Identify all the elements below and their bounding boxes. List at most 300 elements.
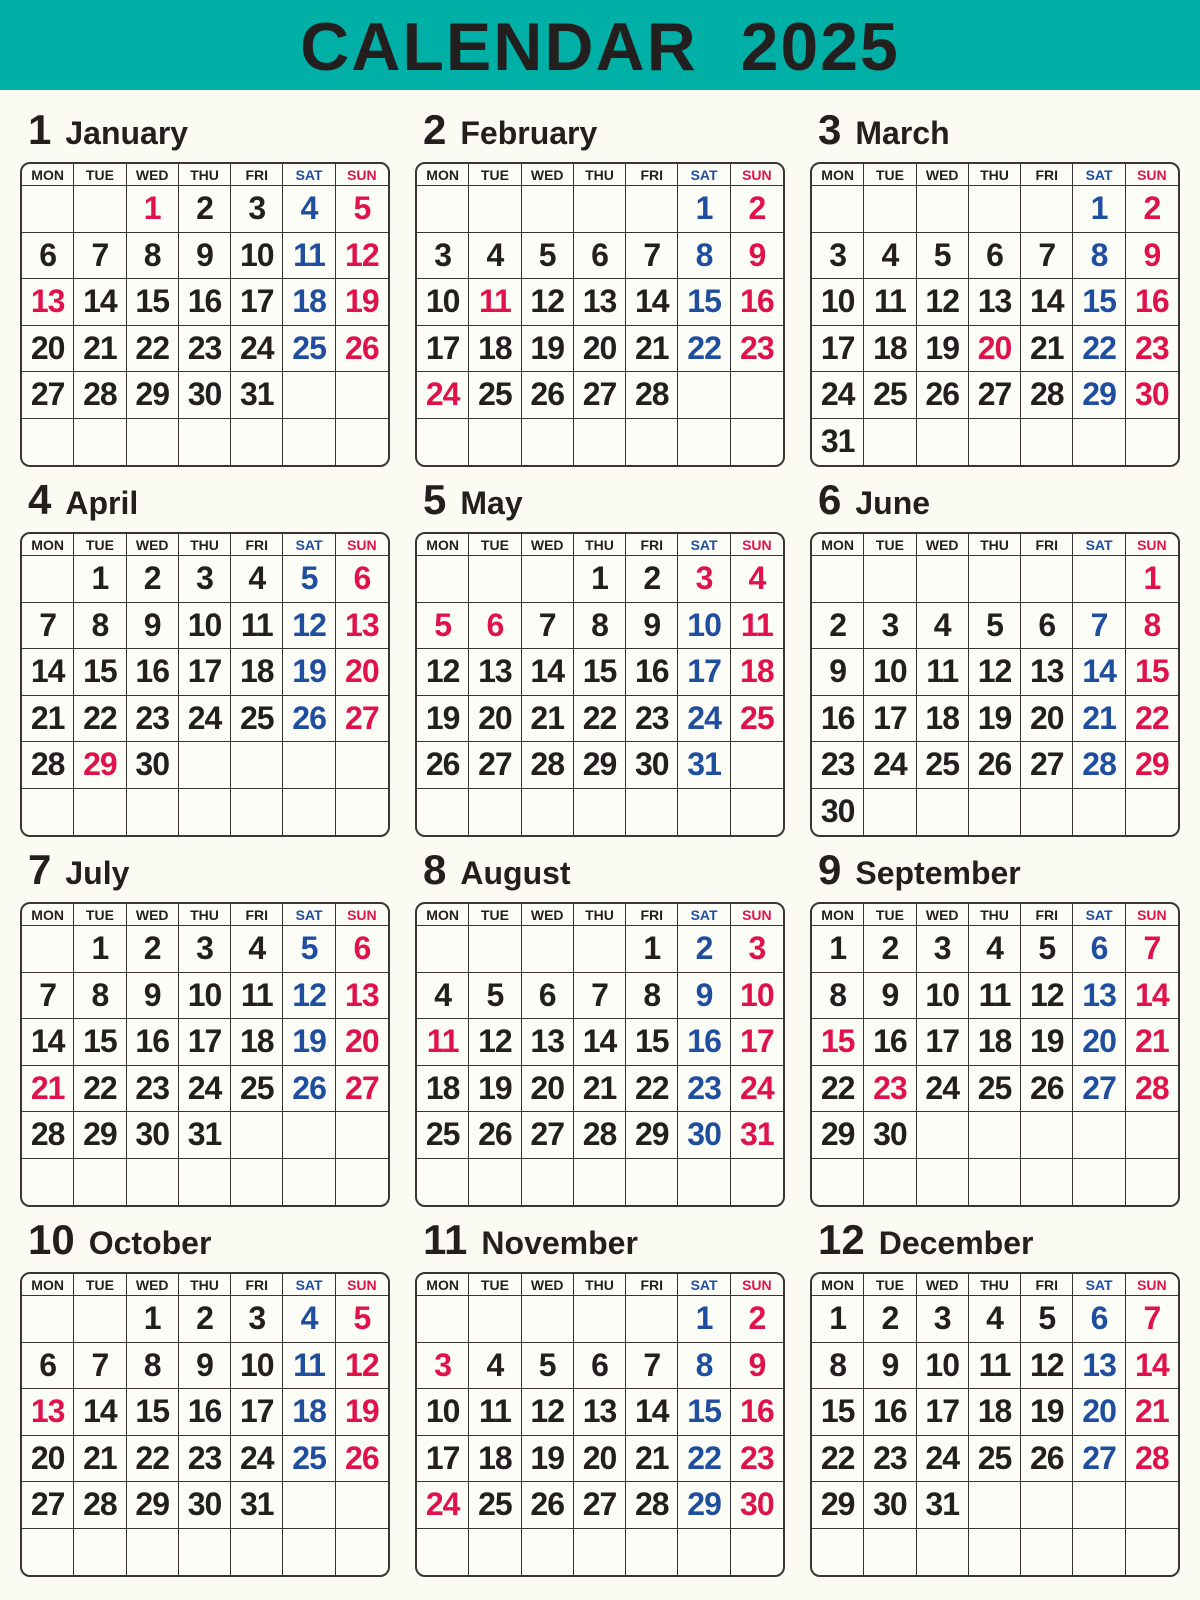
day-cell: 11 <box>283 233 335 280</box>
day-cell: 15 <box>74 649 126 696</box>
day-cell: 29 <box>678 1482 730 1529</box>
weekday-header-sun: SUN <box>1126 534 1178 556</box>
empty-cell <box>469 926 521 973</box>
weekday-header-mon: MON <box>417 164 469 186</box>
empty-cell <box>522 789 574 836</box>
weekday-header-sat: SAT <box>678 164 730 186</box>
day-cell: 3 <box>864 603 916 650</box>
day-cell: 23 <box>127 1066 179 1113</box>
day-cell: 30 <box>127 742 179 789</box>
day-cell: 11 <box>917 649 969 696</box>
day-cell: 13 <box>969 279 1021 326</box>
day-cell: 30 <box>179 1482 231 1529</box>
empty-cell <box>1073 1529 1125 1576</box>
day-cell: 21 <box>1021 326 1073 373</box>
empty-cell <box>417 186 469 233</box>
weekday-header-tue: TUE <box>469 534 521 556</box>
day-cell: 27 <box>336 1066 388 1113</box>
weekday-header-sat: SAT <box>283 534 335 556</box>
day-cell: 1 <box>127 186 179 233</box>
day-cell: 7 <box>1073 603 1125 650</box>
day-cell: 8 <box>74 603 126 650</box>
day-cell: 22 <box>127 1436 179 1483</box>
empty-cell <box>522 186 574 233</box>
day-cell: 27 <box>1073 1066 1125 1113</box>
day-cell: 30 <box>179 372 231 419</box>
day-cell: 14 <box>522 649 574 696</box>
empty-cell <box>469 186 521 233</box>
day-cell: 2 <box>731 1296 783 1343</box>
calendar-title: CALENDAR 2025 <box>300 9 900 85</box>
day-cell: 21 <box>522 696 574 743</box>
day-cell: 10 <box>417 279 469 326</box>
empty-cell <box>1021 1482 1073 1529</box>
month-grid <box>415 162 785 467</box>
month-grid <box>810 1272 1180 1577</box>
day-cell: 27 <box>469 742 521 789</box>
empty-cell <box>336 1112 388 1159</box>
empty-cell <box>574 1529 626 1576</box>
month-header <box>423 106 597 154</box>
day-cell: 6 <box>336 556 388 603</box>
day-cell: 5 <box>522 233 574 280</box>
day-cell: 12 <box>469 1019 521 1066</box>
empty-cell <box>864 1529 916 1576</box>
day-cell: 15 <box>678 279 730 326</box>
empty-cell <box>969 186 1021 233</box>
weekday-header-mon: MON <box>812 164 864 186</box>
day-cell: 12 <box>283 603 335 650</box>
day-cell: 30 <box>1126 372 1178 419</box>
weekday-header-mon: MON <box>812 1274 864 1296</box>
day-cell: 9 <box>127 973 179 1020</box>
empty-cell <box>731 742 783 789</box>
day-cell: 29 <box>812 1482 864 1529</box>
day-cell: 10 <box>231 233 283 280</box>
day-cell: 14 <box>22 649 74 696</box>
day-cell: 16 <box>864 1019 916 1066</box>
empty-cell <box>22 1159 74 1206</box>
empty-cell <box>74 1296 126 1343</box>
day-cell: 21 <box>74 326 126 373</box>
day-cell: 26 <box>522 372 574 419</box>
month-number: 3 <box>818 106 842 153</box>
day-cell: 20 <box>574 1436 626 1483</box>
weekday-header-sun: SUN <box>731 904 783 926</box>
day-cell: 4 <box>917 603 969 650</box>
weekday-header-tue: TUE <box>469 164 521 186</box>
day-cell: 8 <box>678 1343 730 1390</box>
empty-cell <box>231 419 283 466</box>
day-cell: 31 <box>231 372 283 419</box>
day-cell: 30 <box>626 742 678 789</box>
empty-cell <box>864 789 916 836</box>
day-cell: 9 <box>731 233 783 280</box>
day-cell: 6 <box>574 1343 626 1390</box>
month-february <box>415 100 787 458</box>
day-cell: 25 <box>283 1436 335 1483</box>
day-cell: 6 <box>1073 926 1125 973</box>
empty-cell <box>1021 1112 1073 1159</box>
empty-cell <box>731 789 783 836</box>
empty-cell <box>469 556 521 603</box>
empty-cell <box>969 1482 1021 1529</box>
empty-cell <box>1073 789 1125 836</box>
month-may <box>415 470 787 828</box>
day-cell: 12 <box>522 279 574 326</box>
day-cell: 14 <box>1073 649 1125 696</box>
day-cell: 27 <box>336 696 388 743</box>
empty-cell <box>417 1296 469 1343</box>
day-cell: 5 <box>969 603 1021 650</box>
day-cell: 2 <box>626 556 678 603</box>
month-december <box>810 1210 1182 1568</box>
day-cell: 23 <box>1126 326 1178 373</box>
day-cell: 11 <box>969 973 1021 1020</box>
day-cell: 28 <box>22 742 74 789</box>
empty-cell <box>74 186 126 233</box>
weekday-header-tue: TUE <box>469 904 521 926</box>
weekday-header-fri: FRI <box>1021 164 1073 186</box>
weekday-header-sat: SAT <box>678 904 730 926</box>
day-cell: 21 <box>626 326 678 373</box>
empty-cell <box>1021 556 1073 603</box>
day-cell: 12 <box>522 1389 574 1436</box>
month-grid <box>415 902 785 1207</box>
day-cell: 14 <box>1126 1343 1178 1390</box>
weekday-header-mon: MON <box>417 1274 469 1296</box>
day-cell: 3 <box>417 233 469 280</box>
day-cell: 24 <box>731 1066 783 1113</box>
month-name: January <box>65 115 189 151</box>
weekday-header-sat: SAT <box>283 1274 335 1296</box>
day-cell: 22 <box>574 696 626 743</box>
empty-cell <box>969 419 1021 466</box>
day-cell: 2 <box>678 926 730 973</box>
day-cell: 23 <box>179 326 231 373</box>
day-cell: 23 <box>864 1066 916 1113</box>
empty-cell <box>731 1159 783 1206</box>
weekday-header-wed: WED <box>917 534 969 556</box>
day-cell: 7 <box>22 973 74 1020</box>
day-cell: 25 <box>469 372 521 419</box>
weekday-header-mon: MON <box>812 534 864 556</box>
day-cell: 24 <box>812 372 864 419</box>
day-cell: 8 <box>1126 603 1178 650</box>
day-cell: 26 <box>469 1112 521 1159</box>
day-cell: 22 <box>74 1066 126 1113</box>
day-cell: 29 <box>127 372 179 419</box>
day-cell: 28 <box>626 1482 678 1529</box>
day-cell: 1 <box>812 926 864 973</box>
day-cell: 4 <box>469 233 521 280</box>
weekday-header-sun: SUN <box>731 1274 783 1296</box>
weekday-header-wed: WED <box>917 164 969 186</box>
day-cell: 1 <box>1126 556 1178 603</box>
weekday-header-mon: MON <box>22 904 74 926</box>
weekday-header-tue: TUE <box>74 164 126 186</box>
empty-cell <box>74 419 126 466</box>
weekday-header-tue: TUE <box>469 1274 521 1296</box>
month-name: May <box>460 485 523 521</box>
day-cell: 20 <box>1021 696 1073 743</box>
month-header <box>28 106 188 154</box>
empty-cell <box>574 186 626 233</box>
month-name: December <box>878 1225 1034 1261</box>
day-cell: 10 <box>864 649 916 696</box>
day-cell: 28 <box>522 742 574 789</box>
day-cell: 12 <box>969 649 1021 696</box>
day-cell: 9 <box>678 973 730 1020</box>
day-cell: 23 <box>678 1066 730 1113</box>
day-cell: 29 <box>74 742 126 789</box>
weekday-header-fri: FRI <box>231 1274 283 1296</box>
empty-cell <box>127 789 179 836</box>
empty-cell <box>283 1159 335 1206</box>
weekday-header-fri: FRI <box>1021 904 1073 926</box>
month-number: 9 <box>818 846 842 893</box>
day-cell: 30 <box>678 1112 730 1159</box>
day-cell: 14 <box>22 1019 74 1066</box>
day-cell: 4 <box>283 186 335 233</box>
day-cell: 3 <box>731 926 783 973</box>
day-cell: 13 <box>1073 973 1125 1020</box>
day-cell: 15 <box>626 1019 678 1066</box>
empty-cell <box>864 556 916 603</box>
day-cell: 22 <box>678 1436 730 1483</box>
day-cell: 16 <box>1126 279 1178 326</box>
day-cell: 15 <box>127 1389 179 1436</box>
day-cell: 5 <box>283 556 335 603</box>
day-cell: 26 <box>283 1066 335 1113</box>
day-cell: 16 <box>127 649 179 696</box>
day-cell: 1 <box>574 556 626 603</box>
empty-cell <box>812 186 864 233</box>
empty-cell <box>469 1296 521 1343</box>
day-cell: 2 <box>812 603 864 650</box>
day-cell: 21 <box>574 1066 626 1113</box>
day-cell: 11 <box>231 973 283 1020</box>
day-cell: 9 <box>864 1343 916 1390</box>
day-cell: 5 <box>336 186 388 233</box>
day-cell: 22 <box>678 326 730 373</box>
day-cell: 9 <box>626 603 678 650</box>
day-cell: 20 <box>1073 1389 1125 1436</box>
day-cell: 26 <box>1021 1436 1073 1483</box>
empty-cell <box>469 789 521 836</box>
day-cell: 19 <box>417 696 469 743</box>
empty-cell <box>22 186 74 233</box>
day-cell: 8 <box>812 1343 864 1390</box>
empty-cell <box>522 556 574 603</box>
month-number: 7 <box>28 846 52 893</box>
day-cell: 20 <box>469 696 521 743</box>
day-cell: 26 <box>336 1436 388 1483</box>
month-header <box>818 106 950 154</box>
day-cell: 12 <box>417 649 469 696</box>
month-number: 12 <box>818 1216 865 1263</box>
month-name: September <box>855 855 1021 891</box>
empty-cell <box>417 419 469 466</box>
empty-cell <box>1073 556 1125 603</box>
day-cell: 4 <box>469 1343 521 1390</box>
day-cell: 18 <box>731 649 783 696</box>
weekday-header-sun: SUN <box>336 904 388 926</box>
day-cell: 10 <box>917 973 969 1020</box>
day-cell: 14 <box>574 1019 626 1066</box>
day-cell: 24 <box>417 1482 469 1529</box>
day-cell: 9 <box>1126 233 1178 280</box>
day-cell: 21 <box>1073 696 1125 743</box>
day-cell: 2 <box>179 186 231 233</box>
weekday-header-sat: SAT <box>1073 534 1125 556</box>
day-cell: 20 <box>574 326 626 373</box>
day-cell: 21 <box>74 1436 126 1483</box>
day-cell: 30 <box>812 789 864 836</box>
empty-cell <box>1021 789 1073 836</box>
day-cell: 31 <box>678 742 730 789</box>
day-cell: 22 <box>812 1066 864 1113</box>
day-cell: 22 <box>1073 326 1125 373</box>
day-cell: 4 <box>864 233 916 280</box>
day-cell: 14 <box>1126 973 1178 1020</box>
empty-cell <box>469 419 521 466</box>
empty-cell <box>74 1529 126 1576</box>
day-cell: 9 <box>864 973 916 1020</box>
day-cell: 10 <box>417 1389 469 1436</box>
day-cell: 14 <box>74 1389 126 1436</box>
day-cell: 5 <box>917 233 969 280</box>
day-cell: 24 <box>417 372 469 419</box>
weekday-header-thu: THU <box>969 164 1021 186</box>
empty-cell <box>1126 419 1178 466</box>
empty-cell <box>864 186 916 233</box>
day-cell: 23 <box>731 326 783 373</box>
day-cell: 17 <box>864 696 916 743</box>
weekday-header-fri: FRI <box>626 164 678 186</box>
empty-cell <box>1126 1482 1178 1529</box>
day-cell: 13 <box>22 279 74 326</box>
day-cell: 19 <box>283 1019 335 1066</box>
empty-cell <box>864 419 916 466</box>
day-cell: 13 <box>522 1019 574 1066</box>
day-cell: 7 <box>1126 1296 1178 1343</box>
day-cell: 13 <box>1073 1343 1125 1390</box>
weekday-header-fri: FRI <box>231 904 283 926</box>
day-cell: 5 <box>522 1343 574 1390</box>
day-cell: 6 <box>522 973 574 1020</box>
weekday-header-fri: FRI <box>626 1274 678 1296</box>
weekday-header-tue: TUE <box>864 164 916 186</box>
weekday-header-sat: SAT <box>283 164 335 186</box>
day-cell: 2 <box>731 186 783 233</box>
weekday-header-thu: THU <box>574 164 626 186</box>
day-cell: 23 <box>812 742 864 789</box>
day-cell: 26 <box>283 696 335 743</box>
day-cell: 10 <box>179 603 231 650</box>
month-october <box>20 1210 392 1568</box>
day-cell: 1 <box>74 926 126 973</box>
empty-cell <box>179 419 231 466</box>
weekday-header-mon: MON <box>22 534 74 556</box>
weekday-header-thu: THU <box>574 904 626 926</box>
empty-cell <box>417 789 469 836</box>
day-cell: 15 <box>127 279 179 326</box>
month-number: 4 <box>28 476 52 523</box>
empty-cell <box>522 926 574 973</box>
month-number: 6 <box>818 476 842 523</box>
month-number: 1 <box>28 106 52 153</box>
empty-cell <box>574 1159 626 1206</box>
day-cell: 28 <box>1126 1436 1178 1483</box>
empty-cell <box>74 789 126 836</box>
empty-cell <box>574 789 626 836</box>
day-cell: 3 <box>417 1343 469 1390</box>
day-cell: 30 <box>864 1482 916 1529</box>
month-name: November <box>481 1225 638 1261</box>
day-cell: 24 <box>179 1066 231 1113</box>
day-cell: 4 <box>231 556 283 603</box>
empty-cell <box>522 419 574 466</box>
day-cell: 15 <box>1073 279 1125 326</box>
month-august <box>415 840 787 1198</box>
empty-cell <box>417 556 469 603</box>
day-cell: 20 <box>522 1066 574 1113</box>
day-cell: 1 <box>1073 186 1125 233</box>
day-cell: 1 <box>678 1296 730 1343</box>
day-cell: 18 <box>283 1389 335 1436</box>
day-cell: 10 <box>231 1343 283 1390</box>
day-cell: 29 <box>1073 372 1125 419</box>
weekday-header-tue: TUE <box>74 534 126 556</box>
day-cell: 11 <box>231 603 283 650</box>
empty-cell <box>283 742 335 789</box>
empty-cell <box>1126 789 1178 836</box>
weekday-header-sat: SAT <box>1073 904 1125 926</box>
day-cell: 4 <box>731 556 783 603</box>
empty-cell <box>283 1112 335 1159</box>
empty-cell <box>127 419 179 466</box>
month-grid <box>20 902 390 1207</box>
day-cell: 28 <box>574 1112 626 1159</box>
month-number: 11 <box>423 1216 468 1263</box>
weekday-header-wed: WED <box>917 904 969 926</box>
empty-cell <box>917 1529 969 1576</box>
day-cell: 24 <box>678 696 730 743</box>
empty-cell <box>336 372 388 419</box>
empty-cell <box>678 1159 730 1206</box>
day-cell: 1 <box>127 1296 179 1343</box>
day-cell: 29 <box>626 1112 678 1159</box>
day-cell: 24 <box>917 1066 969 1113</box>
empty-cell <box>626 186 678 233</box>
day-cell: 22 <box>74 696 126 743</box>
empty-cell <box>336 419 388 466</box>
day-cell: 19 <box>469 1066 521 1113</box>
empty-cell <box>22 1296 74 1343</box>
day-cell: 18 <box>969 1019 1021 1066</box>
empty-cell <box>283 789 335 836</box>
day-cell: 13 <box>469 649 521 696</box>
day-cell: 6 <box>574 233 626 280</box>
empty-cell <box>231 742 283 789</box>
day-cell: 27 <box>22 372 74 419</box>
empty-cell <box>179 1529 231 1576</box>
empty-cell <box>336 789 388 836</box>
day-cell: 24 <box>231 1436 283 1483</box>
day-cell: 29 <box>1126 742 1178 789</box>
day-cell: 12 <box>336 233 388 280</box>
